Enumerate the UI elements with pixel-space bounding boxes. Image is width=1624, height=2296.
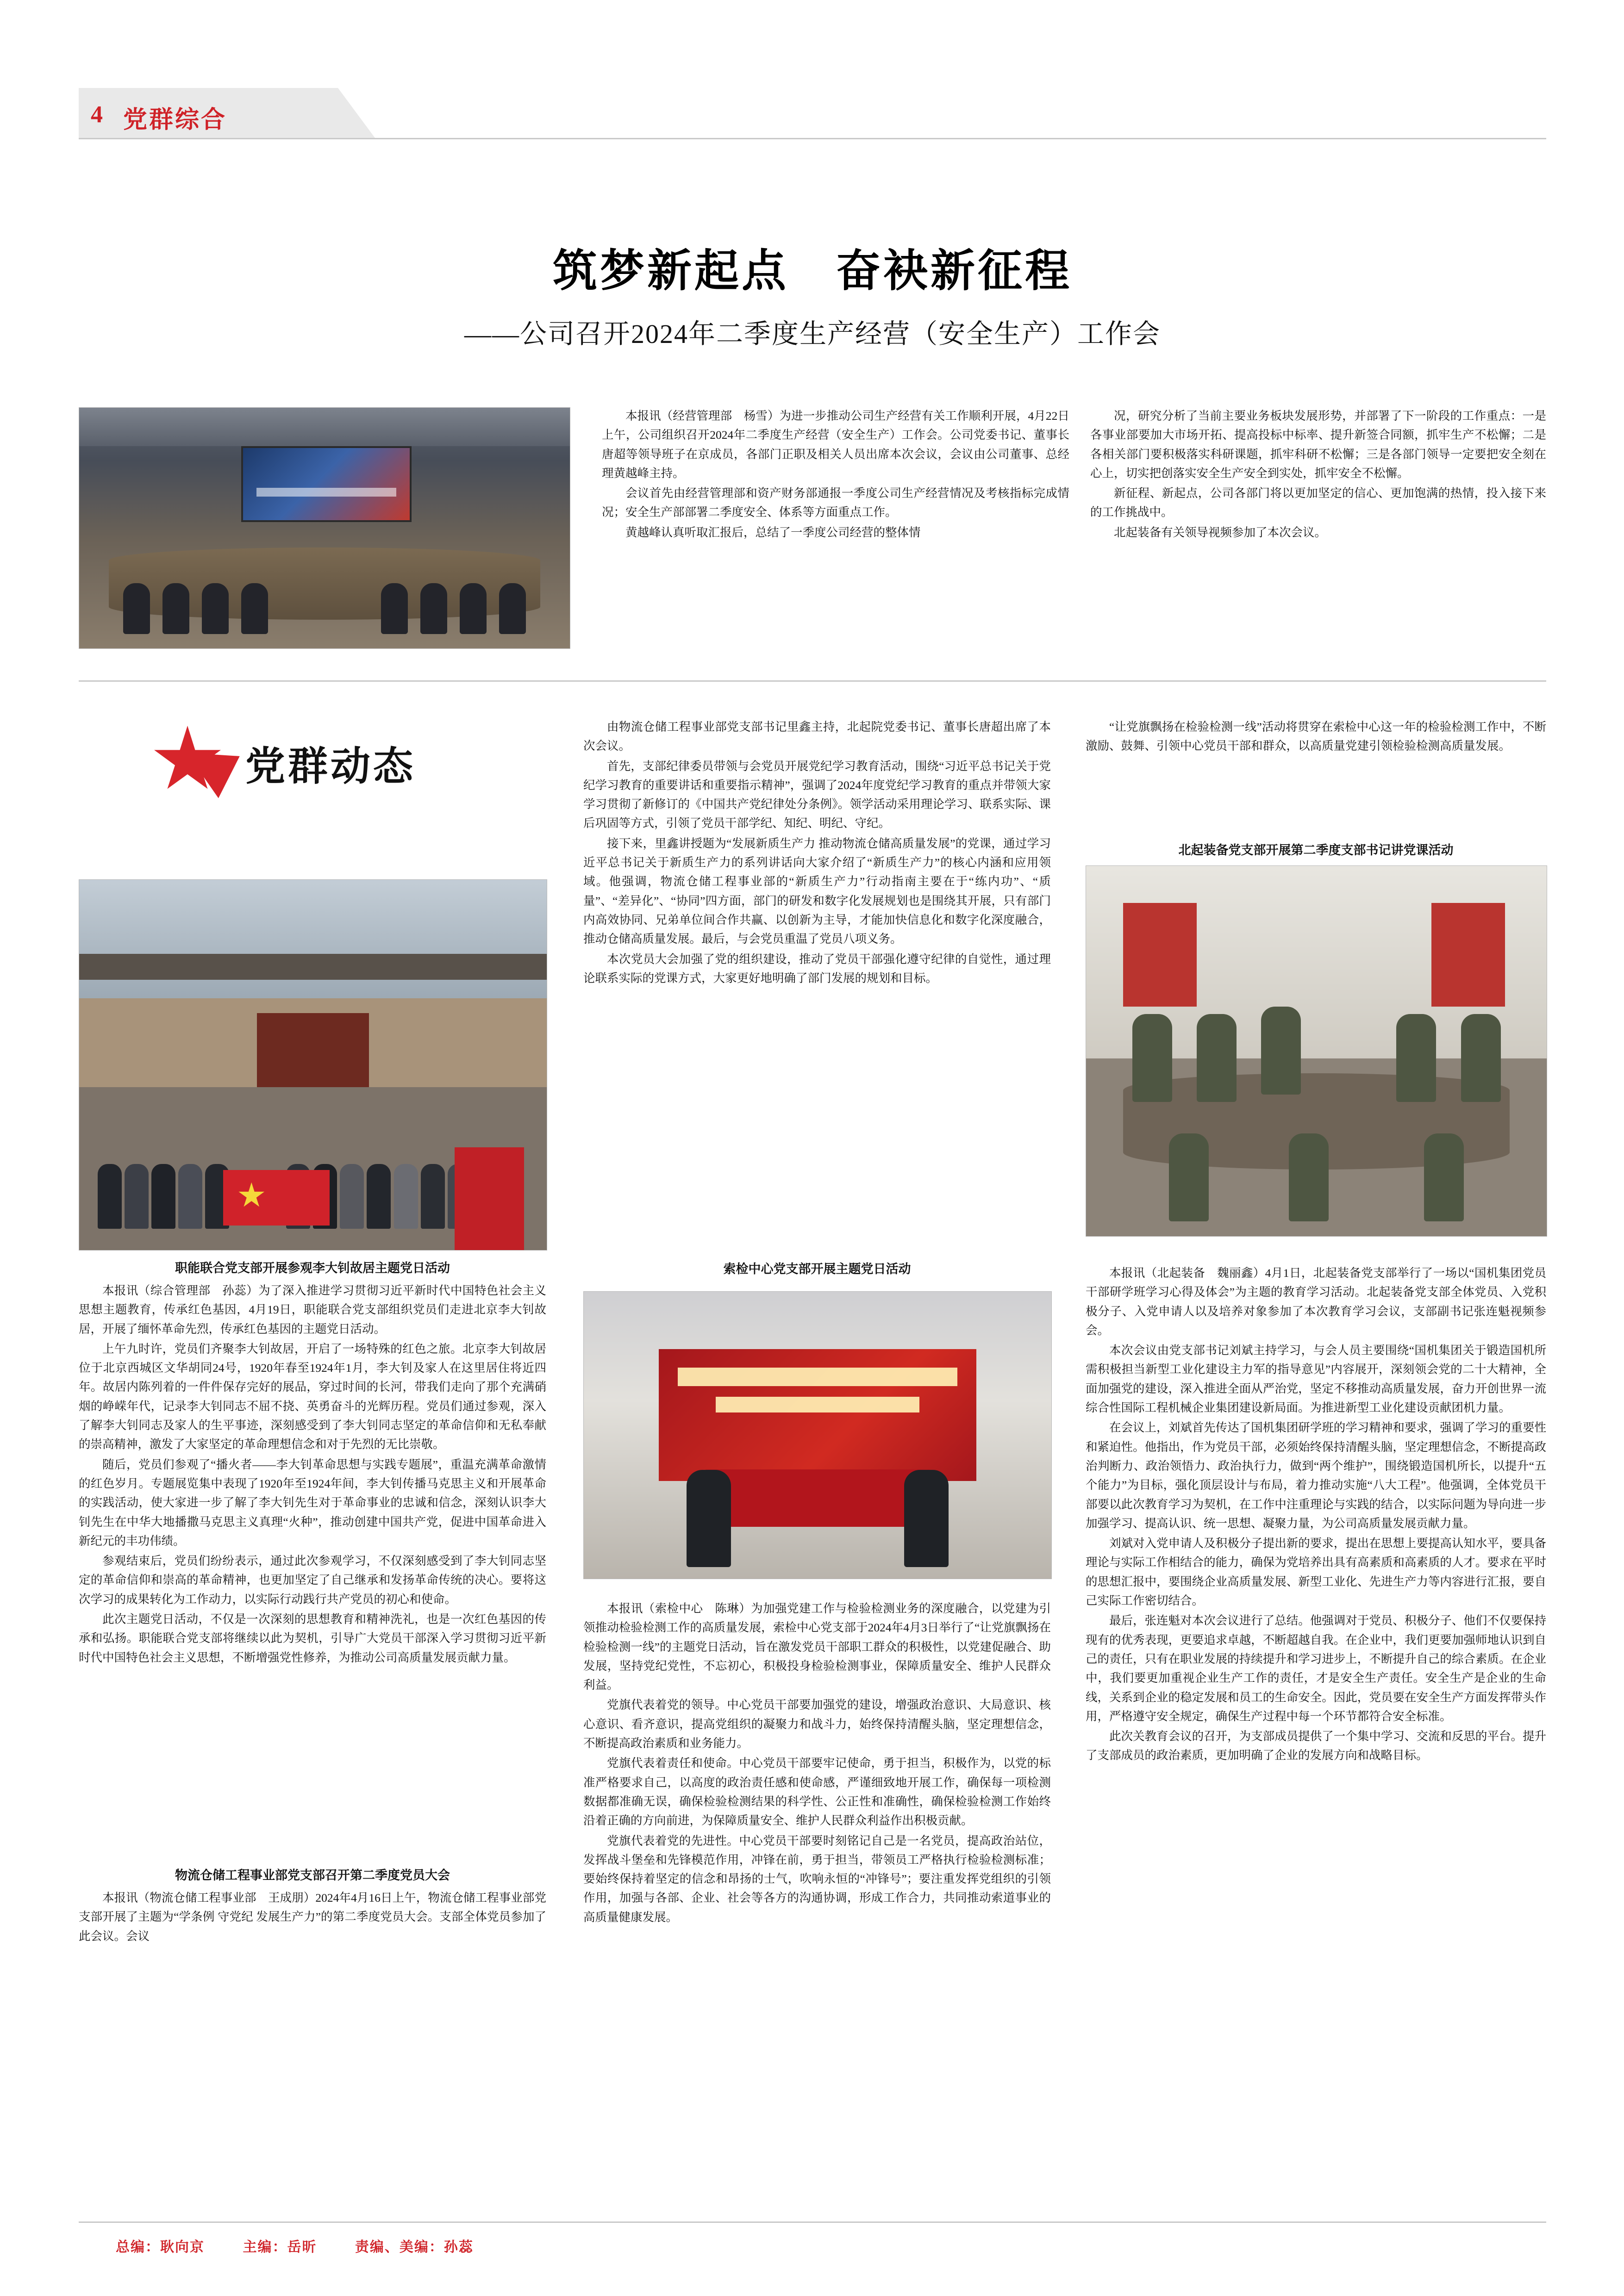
column-1-article-body	[79, 1281, 546, 1667]
photo-ceiling	[79, 408, 570, 446]
paragraph: 党旗代表着责任和使命。中心党员干部要牢记使命，勇于担当，积极作为，以党的标准严格要求自己，以高度的政治责任感和使命感，严谨细致地开展工作，确保每一项检测数据都准确无误，确保检验检测结果的科学性、公正性和准确性，确保检验检测工作始终沿着正确的方向前进，为保障质量安全、维护人民群众利益作出积极贡献。	[583, 1756, 1051, 1828]
paragraph: 参观结束后，党员们纷纷表示，通过此次参观学习，不仅深刻感受到了李大钊同志坚定的革命信仰和崇高的革命精神，也更加坚定了自己继承和发扬革命传统的决心。要将这次学习的成果转化为工作动力，以实际行动践行共产党员的初心和使命。	[79, 1554, 546, 1606]
photo-person	[499, 583, 526, 634]
column-2-article-2-body	[583, 1599, 1051, 1927]
photo-person	[162, 583, 189, 634]
paragraph: 随后，党员们参观了“播火者——李大钊革命思想与实践专题展”，重温充满革命激情的红色岁月。专题展览集中表现了1920年至1924年间，李大钊传播马克思主义和开展革命的实践活动，使大家进一步了解了李大钊先生对于革命事业的忠诚和信念，深刻认识李大钊先生在中华大地播撒马克思主义真理“火种”，推动创建中国共产党，促进中国革命进入新纪元的丰功伟绩。	[79, 1457, 546, 1548]
photo-person	[1197, 1014, 1237, 1102]
photo-wall-poster	[1123, 903, 1197, 1007]
photo-li-dazhao-residence	[79, 879, 547, 1251]
paragraph: 本报讯（物流仓储工程事业部 王成朋）2024年4月16日上午，物流仓储工程事业部党支部开展了主题为“学条例 守党纪 发展生产力”的第二季度党员大会。支部全体党员参加了此会议。会议	[79, 1891, 546, 1943]
photo-red-banner	[455, 1147, 524, 1251]
top-article-column-2	[1090, 406, 1546, 542]
photo-person	[241, 583, 268, 634]
footer-divider	[79, 2221, 1546, 2223]
photo-person	[1261, 1007, 1301, 1095]
photo-person	[367, 1164, 391, 1229]
paragraph: 本报讯（索检中心 陈琳）为加强党建工作与检验检测业务的深度融合，以党建为引领推动检验检测工作的高质量发展，索检中心党支部于2024年4月3日举行了“让党旗飘扬在检验检测一线”的主题党日活动，旨在激发党员干部职工群众的积极性，以党建促融合、助发展，坚持党纪党性，不忘初心，积极投身检验检测事业，保障质量安全、维护人民群众利益。	[583, 1602, 1051, 1692]
article-subheading: 北起装备党支部开展第二季度支部书记讲党课活动	[1178, 843, 1454, 858]
photo-person	[98, 1164, 122, 1229]
section-title: 党群综合	[123, 106, 227, 134]
paragraph: 本报讯（经营管理部 杨雪）为进一步推动公司生产经营有关工作顺利开展，4月22日上午，公司组织召开2024年二季度生产经营（安全生产）工作会。公司党委书记、董事长唐超等领导班子在京成员，各部门正职及相关人员出席本次会议，会议由公司董事、总经理黄越峰主持。	[602, 409, 1069, 480]
photo-screen-text-line-2	[716, 1397, 919, 1412]
paragraph: 此次关教育会议的召开，为支部成员提供了一个集中学习、交流和反思的平台。提升了支部成员的政治素质，更加明确了企业的发展方向和战略目标。	[1086, 1730, 1546, 1762]
footer-editor: 主编：岳昕	[243, 2239, 317, 2255]
paragraph: 上午九时许，党员们齐聚李大钊故居，开启了一场特殊的红色之旅。北京李大钊故居位于北京西城区文华胡同24号，1920年春至1924年1月，李大钊及家人在这里居住将近四年。故居内陈列着的一件件保存完好的展品，穿过时间的长河，带我们走向了那个充满硝烟的峥嵘年代，记录李大钊同志不屈不挠、英勇奋斗的光辉历程。党员们通过参观，深入了解李大钊同志及家人的生平事迹，深刻感受到了李大钊同志坚定的革命信仰和无私奉献的崇高精神，激发了大家坚定的革命理想信念和对于先烈的无比崇敬。	[79, 1342, 546, 1451]
paragraph: “让党旗飘扬在检验检测一线”活动将贯穿在索检中心这一年的检验检测工作中，不断激励、鼓舞、引领中心党员干部和群众，以高质量党建引领检验检测高质量发展。	[1086, 720, 1546, 753]
paragraph: 北起装备有关领导视频参加了本次会议。	[1114, 525, 1327, 539]
paragraph: 本报讯（综合管理部 孙蕊）为了深入推进学习贯彻习近平新时代中国特色社会主义思想主题教育，传承红色基因，4月19日，职能联合党支部组织党员们走进北京李大钊故居，开展了缅怀革命先烈，传承红色基因的主题党日活动。	[79, 1284, 546, 1336]
photo-screen-text-line-1	[678, 1368, 957, 1386]
article-subheading: 物流仓储工程事业部党支部召开第二季度党员大会	[175, 1868, 450, 1883]
paragraph: 由物流仓储工程事业部党支部书记里鑫主持，北起院党委书记、董事长唐超出席了本次会议。	[583, 720, 1051, 753]
paragraph: 此次主题党日活动，不仅是一次深刻的思想教育和精神洗礼，也是一次红色基因的传承和弘扬。职能联合党支部将继续以此为契机，引导广大党员干部深入学习贯彻习近平新时代中国特色社会主义思想，不断增强党性修养，为推动公司高质量发展贡献力量。	[79, 1612, 546, 1664]
paragraph: 刘斌对入党申请人及积极分子提出新的要求，提出在思想上要提高认知水平，要具备理论与实际工作相结合的能力，确保为党培养出具有高素质和高素质的人才。要求在平时的思想汇报中，要围绕企业高质量发展、新型工业化、先进生产力等内容进行汇报，要自己实际工作密切结合。	[1086, 1537, 1546, 1608]
photo-person	[1132, 1014, 1172, 1102]
section-logo-label: 党群动态	[245, 743, 416, 790]
photo-roof	[79, 954, 547, 980]
photo-person	[125, 1164, 149, 1229]
photo-red-banner	[706, 1469, 930, 1527]
photo-sky	[79, 880, 547, 1006]
page-number: 4	[91, 101, 103, 128]
photo-person	[381, 583, 408, 634]
photo-person	[178, 1164, 202, 1229]
photo-person	[1396, 1014, 1436, 1102]
column-3-article-2-body	[1086, 1263, 1546, 1765]
photo-person	[340, 1164, 364, 1229]
column-2-article-body	[583, 717, 1051, 988]
photo-led-screen	[659, 1349, 977, 1481]
column-1-article-2-body	[79, 1888, 546, 1946]
paragraph: 会议首先由经营管理部和资产财务部通报一季度公司生产经营情况及考核指标完成情况；安全生产部部署二季度安全、体系等方面重点工作。	[602, 486, 1069, 519]
photo-person	[421, 1164, 445, 1229]
paragraph: 况，研究分析了当前主要业务板块发展形势，并部署了下一阶段的工作重点：一是各事业部要加大市场开拓、提高投标中标率、提升新签合同额，抓牢生产不松懈；二是各相关部门要积极落实科研课题，抓牢科研不松懈；三是各部门领导一定要把安全刻在心上，切实把创落实安全生产安全到实处，抓牢安全不松懈。	[1090, 409, 1546, 480]
top-article-column-1	[602, 406, 1069, 542]
photo-caption: 职能联合党支部开展参观李大钊故居主题党日活动	[175, 1261, 450, 1276]
paragraph: 黄越峰认真听取汇报后，总结了一季度公司经营的整体情	[625, 525, 921, 539]
photo-person	[904, 1470, 949, 1567]
photo-person	[123, 583, 150, 634]
paragraph: 接下来，里鑫讲授题为“发展新质生产力 推动物流仓储高质量发展”的党课，通过学习近平总书记关于新质生产力的系列讲话向大家介绍了“新质生产力”的核心内涵和应用领域。他强调，物流仓储工程事业部的“新质生产力”行动指南主要在于“练内功”、“质量”、“差异化”、“协同”四方面，部门的研发和数字化发展规划也是围绕其开展，只有部门内高效协同、兄弟单位间合作共赢、以创新为主导，才能加快信息化和数字化深度融合，推动仓储高质量发展。最后，与会党员重温了党员八项义务。	[583, 836, 1051, 946]
photo-person	[460, 583, 487, 634]
masthead	[79, 88, 1546, 143]
section-divider	[79, 680, 1546, 682]
photo-beiqi-equipment-meeting	[1086, 865, 1547, 1237]
photo-wall-poster	[1431, 903, 1505, 1007]
photo-group-of-people	[88, 1072, 537, 1235]
photo-person	[1461, 1014, 1501, 1102]
photo-person	[1289, 1133, 1329, 1221]
page-title: 筑梦新起点 奋袂新征程	[553, 245, 1072, 297]
article-subheading: 索检中心党支部开展主题党日活动	[723, 1262, 911, 1276]
section-logo-party-news	[153, 722, 477, 801]
paragraph: 本次会议由党支部书记刘斌主持学习，与会人员主要围绕“国机集团关于锻造国机所需积极担当新型工业化建设主力军的指导意见”内容展开，深刻领会党的二十大精神，全面加强党的建设，深入推进全面从严治党，坚定不移推动高质量发展，奋力开创世界一流综合性国际工程机械企业集团建设新局面。为推进新型工业化建设贡献团机力量。	[1086, 1344, 1546, 1415]
photo-projection-screen	[241, 446, 412, 522]
paragraph: 党旗代表着党的领导。中心党员干部要加强党的建设，增强政治意识、大局意识、核心意识、看齐意识，提高党组织的凝聚力和战斗力，始终保持清醒头脑，坚定理想信念，不断提高政治素质和业务能力。	[583, 1698, 1051, 1750]
paragraph: 在会议上，刘斌首先传达了国机集团研学班的学习精神和要求，强调了学习的重要性和紧迫性。他指出，作为党员干部，必须始终保持清醒头脑，坚定理想信念，不断提高政治判断力、政治领悟力、政治执行力，做到“两个维护”，围绕锻造国机所长，以提升“五个能力”为目标，强化顶层设计与布局，着力推动实施“八大工程”。他强调，全体党员干部要以此次教育学习为契机，在工作中注重理论与实践的结合，以实际问题为导向进一步加强学习、提高认识、统一思想、凝聚力量，为公司高质量发展贡献力量。	[1086, 1421, 1546, 1530]
paragraph: 本报讯（北起装备 魏丽鑫）4月1日，北起装备党支部举行了一场以“国机集团党员干部研学班学习心得及体会”为主题的教育学习活动。北起装备党支部全体党员、入党积极分子、入党申请人以及培养对象参加了本次教育学习会议，支部副书记张连魁视频参会。	[1086, 1266, 1546, 1337]
column-3-article-body	[1086, 717, 1546, 756]
photo-person	[1424, 1133, 1464, 1221]
paragraph: 最后，张连魁对本次会议进行了总结。他强调对于党员、积极分子、他们不仅要保持现有的优秀表现，更要追求卓越，不断超越自我。在企业中，我们更要加强师地认识到自己的责任，只有在职业发展的持续提升和学习进步上，不断提升自己的综合素质。在企业中，我们要更加重视企业生产工作的责任，才是安全生产责任。安全生产是企业的生命线，关系到企业的稳定发展和员工的生命安全。因此，党员要在安全生产方面发挥带头作用，严格遵守安全规定，确保生产过程中每一个环节都符合安全标准。	[1086, 1614, 1546, 1723]
headline-block	[79, 245, 1546, 351]
paragraph: 新征程、新起点，公司各部门将以更加坚定的信心、更加饱满的热情，投入接下来的工作挑战中。	[1090, 486, 1546, 519]
photo-person	[420, 583, 447, 634]
footer-managing-editor: 责编、美编：孙蕊	[355, 2239, 474, 2255]
photo-person	[1169, 1133, 1209, 1221]
page-subtitle: ——公司召开2024年二季度生产经营（安全生产）工作会	[464, 319, 1161, 349]
photo-person	[202, 583, 229, 634]
photo-person	[687, 1470, 731, 1567]
footer-chief-editor: 总编：耿向京	[116, 2239, 205, 2255]
paragraph: 本次党员大会加强了党的组织建设，推动了党员干部强化遵守纪律的自觉性，通过理论联系实际的党课方式，大家更好地明确了部门发展的规划和目标。	[583, 952, 1051, 985]
photo-suojian-center-activity	[583, 1291, 1052, 1579]
paragraph: 首先，支部纪律委员带领与会党员开展党纪学习教育活动，围绕“习近平总书记关于党纪学习教育的重要讲话和重要指示精神”，强调了2024年度党纪学习教育的重点并带领大家学习贯彻了新修订的《中国共产党纪律处分条例》。领学活动采用理论学习、联系实际、课后巩固等方式，引领了党员干部学纪、知纪、明纪、守纪。	[583, 759, 1051, 830]
photo-person	[394, 1164, 418, 1229]
photo-person	[151, 1164, 175, 1229]
paragraph: 党旗代表着党的先进性。中心党员干部要时刻铭记自己是一名党员，提高政治站位，发挥战斗堡垒和先锋模范作用，冲锋在前，勇于担当，带领员工严格执行检验检测标准；要始终保持着坚定的信念和昂扬的士气，吹响永恒的“冲锋号”；要注重发挥党组织的引领作用，加强与各部、企业、社会等各方的沟通协调，形成工作合力，共同推动索道事业的高质量健康发展。	[583, 1834, 1051, 1924]
photo-party-flag	[223, 1170, 330, 1226]
footer-credits	[116, 2235, 506, 2256]
masthead-divider	[79, 138, 1546, 139]
lead-photo-meeting-room	[79, 407, 570, 649]
